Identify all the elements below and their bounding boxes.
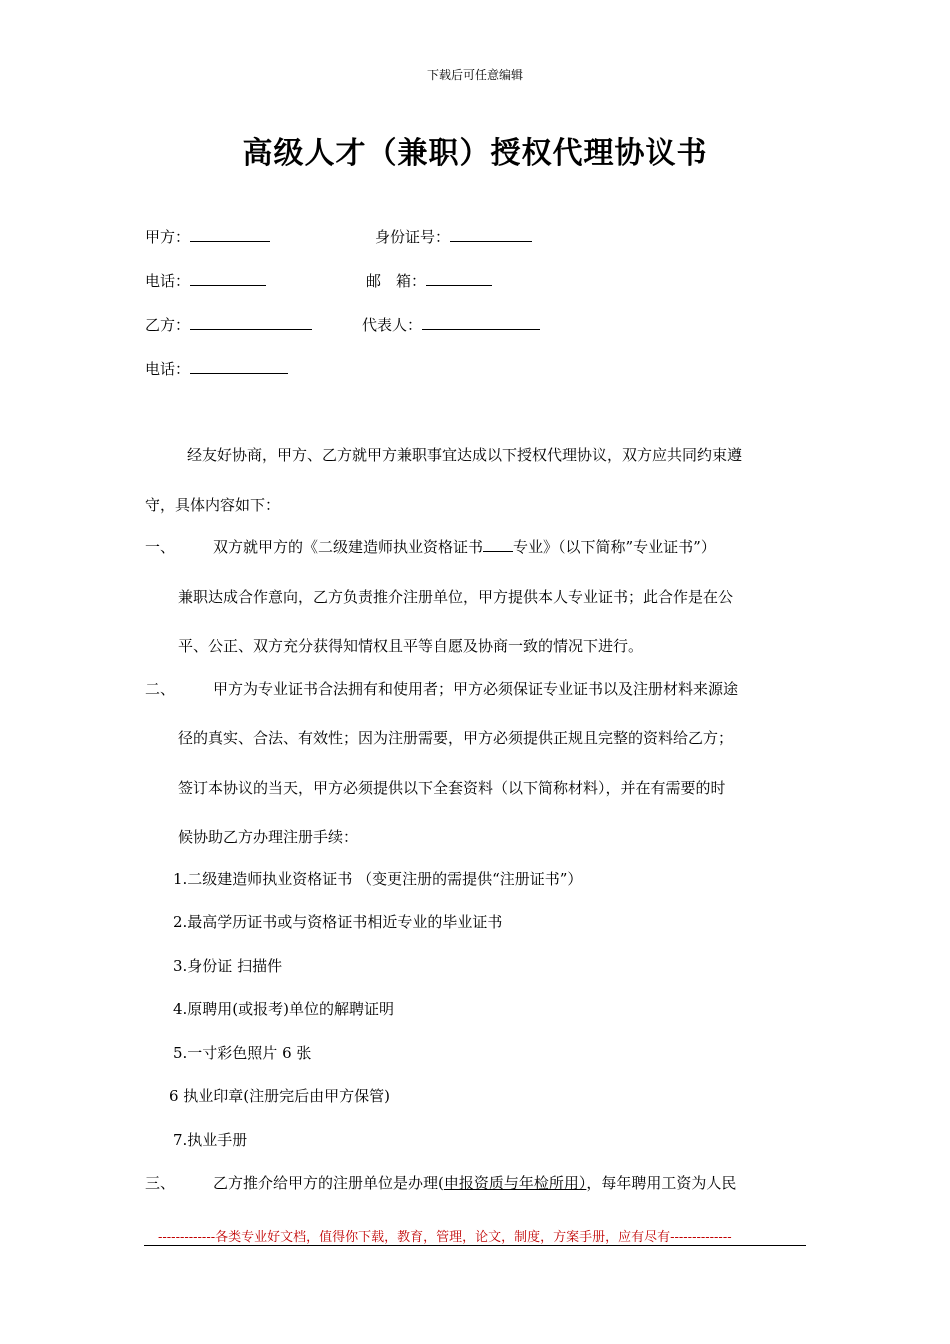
footer-banner: -------------各类专业好文档，值得你下载，教育，管理，论文，制度，方案手册，应有尽有--------------	[158, 1230, 732, 1245]
clause-2-line-4: 候协助乙方办理注册手续：	[178, 828, 359, 846]
email-field	[366, 270, 492, 291]
clause-1-first-line	[145, 536, 716, 557]
material-item: 2.最高学历证书或与资格证书相近专业的毕业证书	[173, 913, 503, 931]
footer-divider	[144, 1245, 806, 1246]
specialty-blank	[483, 537, 513, 552]
clause-1-text-a: 双方就甲方的《二级建造师执业资格证书	[213, 538, 484, 556]
phone-b-field	[145, 358, 288, 379]
material-item: 4.原聘用(或报考)单位的解聘证明	[173, 1000, 395, 1018]
clause-1-line-2: 兼职达成合作意向，乙方负责推介注册单位，甲方提供本人专业证书；此合作是在公	[178, 588, 734, 606]
id-number-field	[375, 226, 532, 247]
phone-a-blank	[190, 271, 266, 286]
page-header-note: 下载后可任意编辑	[426, 68, 523, 82]
clause-2-number: 二、	[145, 680, 176, 698]
material-item: 5.一寸彩色照片 6 张	[173, 1044, 312, 1062]
representative-field	[362, 314, 540, 335]
material-item: 6 执业印章(注册完后由甲方保管)	[169, 1087, 391, 1105]
phone-a-field	[145, 270, 266, 291]
party-b-blank	[190, 315, 312, 330]
clause-3-text-b: ，每年聘用工资为人民	[586, 1174, 737, 1192]
clause-1-number: 一、	[145, 538, 176, 556]
clause-2-text-1: 甲方为专业证书合法拥有和使用者；甲方必须保证专业证书以及注册材料来源途	[213, 680, 739, 698]
email-blank	[426, 271, 492, 286]
representative-label: 代表人：	[362, 316, 423, 334]
party-a-blank	[190, 227, 270, 242]
material-item: 3.身份证 扫描件	[173, 957, 283, 975]
email-label: 邮 箱：	[366, 272, 427, 290]
phone-a-label: 电话：	[145, 272, 191, 290]
material-item: 7.执业手册	[173, 1131, 248, 1149]
clause-3-first-line	[145, 1172, 736, 1193]
party-b-label: 乙方：	[145, 316, 191, 334]
id-number-label: 身份证号：	[375, 228, 451, 246]
phone-b-blank	[190, 359, 288, 374]
intro-line-1: 经友好协商，甲方、乙方就甲方兼职事宜达成以下授权代理协议，双方应共同约束遵	[187, 446, 743, 464]
clause-3-number: 三、	[145, 1174, 176, 1192]
clause-2-line-2: 径的真实、合法、有效性；因为注册需要，甲方必须提供正规且完整的资料给乙方；	[178, 729, 734, 747]
party-a-label: 甲方：	[145, 228, 191, 246]
id-number-blank	[450, 227, 532, 242]
clause-1-text-b: 专业》（以下简称”专业证书”）	[513, 538, 716, 556]
representative-blank	[422, 315, 540, 330]
phone-b-label: 电话：	[145, 360, 191, 378]
material-item: 1.二级建造师执业资格证书 （变更注册的需提供“注册证书”）	[173, 870, 583, 888]
clause-3-text-a: 乙方推介给甲方的注册单位是办理(	[213, 1174, 444, 1192]
clause-1-line-3: 平、公正、双方充分获得知情权且平等自愿及协商一致的情况下进行。	[178, 637, 644, 655]
clause-2-line-3: 签订本协议的当天，甲方必须提供以下全套资料（以下简称材料），并在有需要的时	[178, 779, 726, 797]
clause-3-underlined-text: 申报资质与年检所用）	[443, 1174, 587, 1192]
document-title: 高级人才（兼职）授权代理协议书	[242, 136, 708, 171]
party-b-field	[145, 314, 312, 335]
clause-2-first-line	[145, 678, 738, 699]
party-a-field	[145, 226, 270, 247]
intro-line-2: 守，具体内容如下：	[145, 496, 281, 514]
